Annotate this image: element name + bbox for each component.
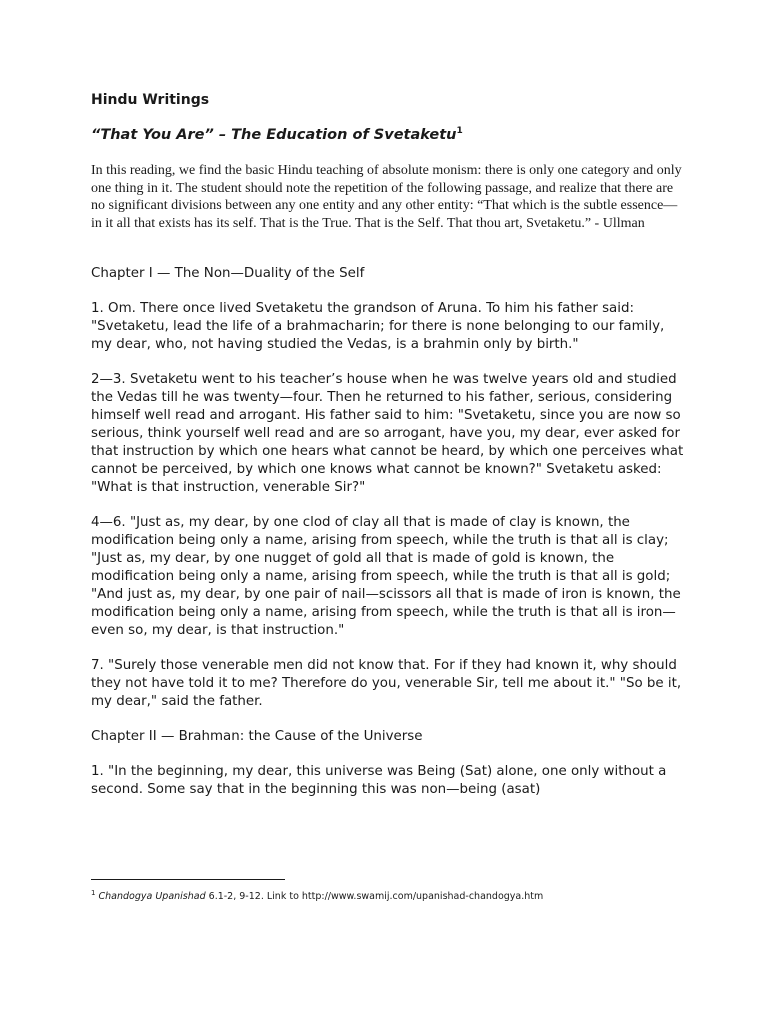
intro-paragraph: In this reading, we find the basic Hindu teaching of absolute monism: there is only one category and only one thing in it. The student should note the repetition of the following passage, and realize that there are no significant divisions between any one entity and any other entity: “That which is the subtle essence—in it all that exists has its self. That is the True. That is the Self. That thou art, Svetaketu.” - Ullman: [91, 163, 682, 231]
footnote-ref: 1: [456, 126, 463, 136]
title-text: “That You Are” – The Education of Svetaketu: [91, 126, 457, 143]
footnote-separator: [91, 879, 285, 880]
paragraph-2-3: 2—3. Svetaketu went to his teacher’s house when he was twelve years old and studied the Vedas till he was twenty—four. Then he returned to his father, serious, considering himself well read and arrogant. His father said to him: "Svetaketu, since you are now so serious, think yourself well read and are so arrogant, have you, my dear, ever asked for that instruction by which one hears what cannot be heard, by which one perceives what cannot be perceived, by which one knows what cannot be known?" Svetaketu asked: "What is that instruction, venerable Sir?": [91, 372, 684, 495]
document-header: Hindu Writings: [91, 92, 210, 108]
chapter-2-heading: Chapter II — Brahman: the Cause of the Universe: [91, 729, 423, 744]
paragraph-7: 7. "Surely those venerable men did not know that. For if they had known it, why should they not have told it to me? Therefore do you, venerable Sir, tell me about it." "So be it, my dear," said the father.: [91, 658, 682, 709]
paragraph-4-6: 4—6. "Just as, my dear, by one clod of clay all that is made of clay is known, the modification being only a name, arising from speech, while the truth is that all is clay; "Just as, my dear, by one nugget of gold all that is made of gold is known, the modification being only a name, arising from speech, while the truth is that all is gold; "And just as, my dear, by one pair of nail—scissors all that is made of iron is known, the modification being only a name, arising from speech, while the truth is that all is iron—even so, my dear, is that instruction.": [91, 515, 681, 638]
document-body: [91, 265, 686, 816]
paragraph-1: 1. Om. There once lived Svetaketu the grandson of Aruna. To him his father said: "Svetaketu, lead the life of a brahmacharin; for there is none belonging to our family, my dear, who, not having studied the Vedas, is a brahmin only by birth.": [91, 301, 665, 352]
footnote-number: 1: [91, 889, 96, 897]
footnote: [91, 887, 543, 903]
chapter-2-paragraph-1: 1. "In the beginning, my dear, this universe was Being (Sat) alone, one only without a second. Some say that in the beginning this was non—being (asat): [91, 764, 667, 797]
chapter-1-heading: Chapter I — The Non—Duality of the Self: [91, 266, 365, 281]
footnote-text: 6.1-2, 9-12. Link to http://www.swamij.com/upanishad-chandogya.htm: [205, 891, 544, 903]
document-title: [91, 126, 463, 143]
footnote-source: Chandogya Upanishad: [98, 891, 206, 903]
